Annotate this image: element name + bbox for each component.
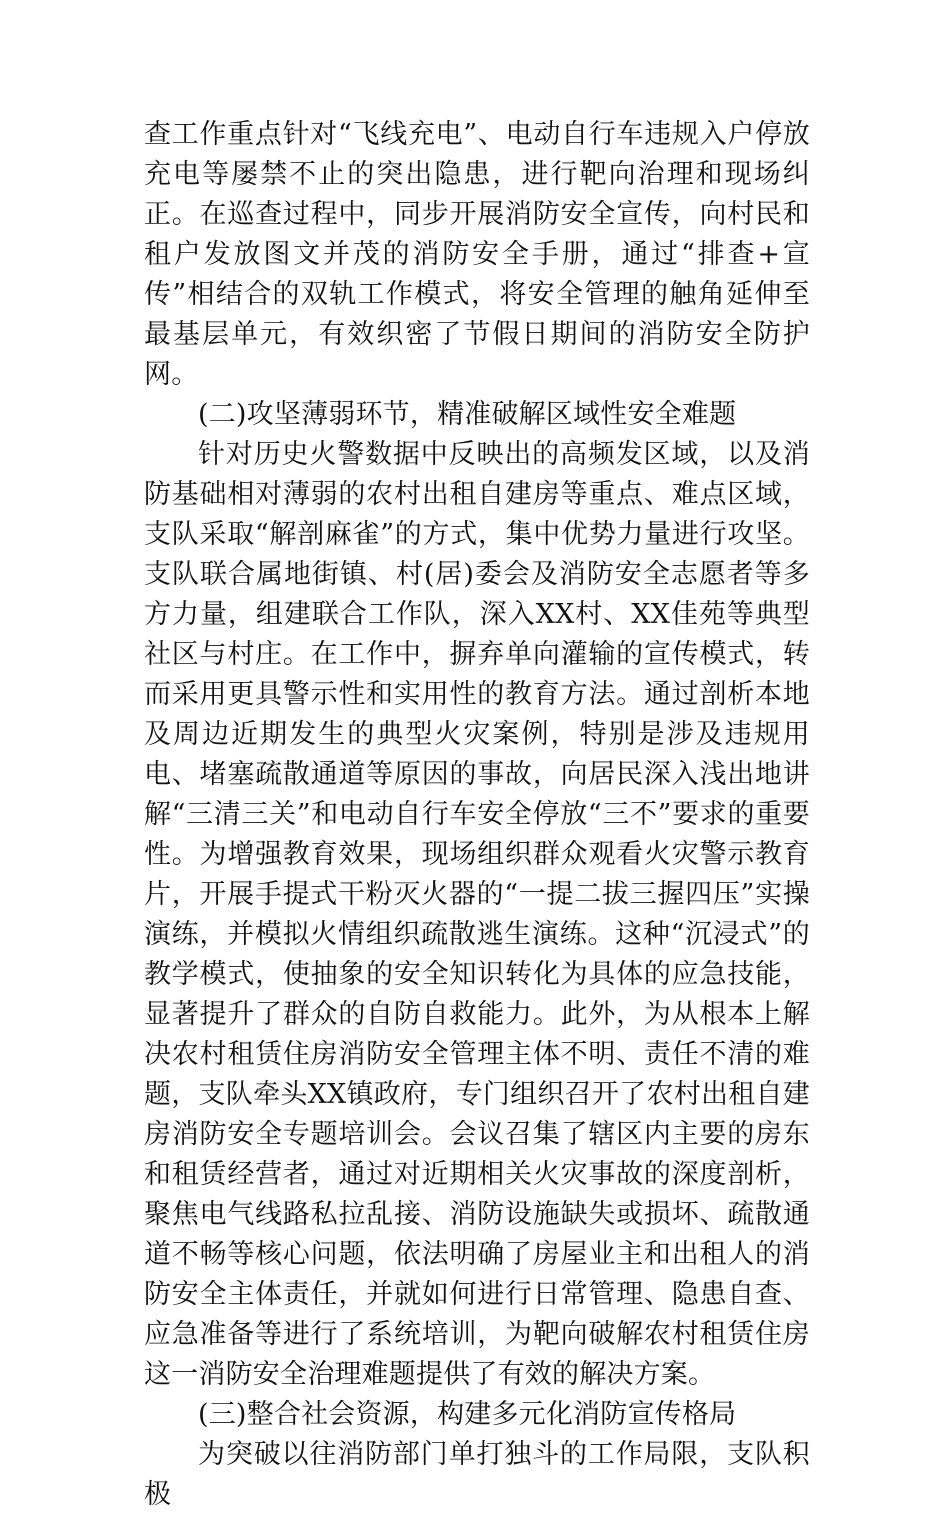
- section-heading-3: (三)整合社会资源，构建多元化消防宣传格局: [198, 1399, 737, 1430]
- paragraph-body-start: 为突破以往消防部门单打独斗的工作局限，支队积极: [144, 1439, 810, 1510]
- paragraph-body: 针对历史火警数据中反映出的高频发区域，以及消防基础相对薄弱的农村出租自建房等重点、难点区域，支队采取“解剖麻雀”的方式，集中优势力量进行攻坚。支队联合属地街镇、村(居)委会及消防安全志愿者等多方力量，组建联合工作队，深入XX村、XX佳苑等典型社区与村庄。在工作中，摒弃单向灌输的宣传模式，转而采用更具警示性和实用性的教育方法。通过剖析本地及周边近期发生的典型火灾案例，特别是涉及违规用电、堵塞疏散通道等原因的事故，向居民深入浅出地讲解“三清三关”和电动自行车安全停放“三不”要求的重要性。为增强教育效果，现场组织群众观看火灾警示教育片，开展手提式干粉灭火器的“一提二拔三握四压”实操演练，并模拟火情组织疏散逃生演练。这种“沉浸式”的教学模式，使抽象的安全知识转化为具体的应急技能，显著提升了群众的自防自救能力。此外，为从根本上解决农村租赁住房消防安全管理主体不明、责任不清的难题，支队牵头XX镇政府，专门组织召开了农村出租自建房消防安全专题培训会。会议召集了辖区内主要的房东和租赁经营者，通过对近期相关火灾事故的深度剖析，聚焦电气线路私拉乱接、消防设施缺失或损坏、疏散通道不畅等核心问题，依法明确了房屋业主和出租人的消防安全主体责任，并就如何进行日常管理、隐患自查、应急准备等进行了系统培训，为靶向破解农村租赁住房这一消防安全治理难题提供了有效的解决方案。: [144, 439, 810, 1390]
- paragraph-continued: 查工作重点针对“飞线充电”、电动自行车违规入户停放充电等屡禁不止的突出隐患，进行靶向治理和现场纠正。在巡查过程中，同步开展消防安全宣传，向村民和租户发放图文并茂的消防安全手册，通过“排查+宣传”相结合的双轨工作模式，将安全管理的触角延伸至最基层单元，有效织密了节假日期间的消防安全防护网。: [144, 119, 810, 390]
- document-body: [144, 115, 810, 1515]
- section-heading-2: (二)攻坚薄弱环节，精准破解区域性安全难题: [198, 399, 737, 430]
